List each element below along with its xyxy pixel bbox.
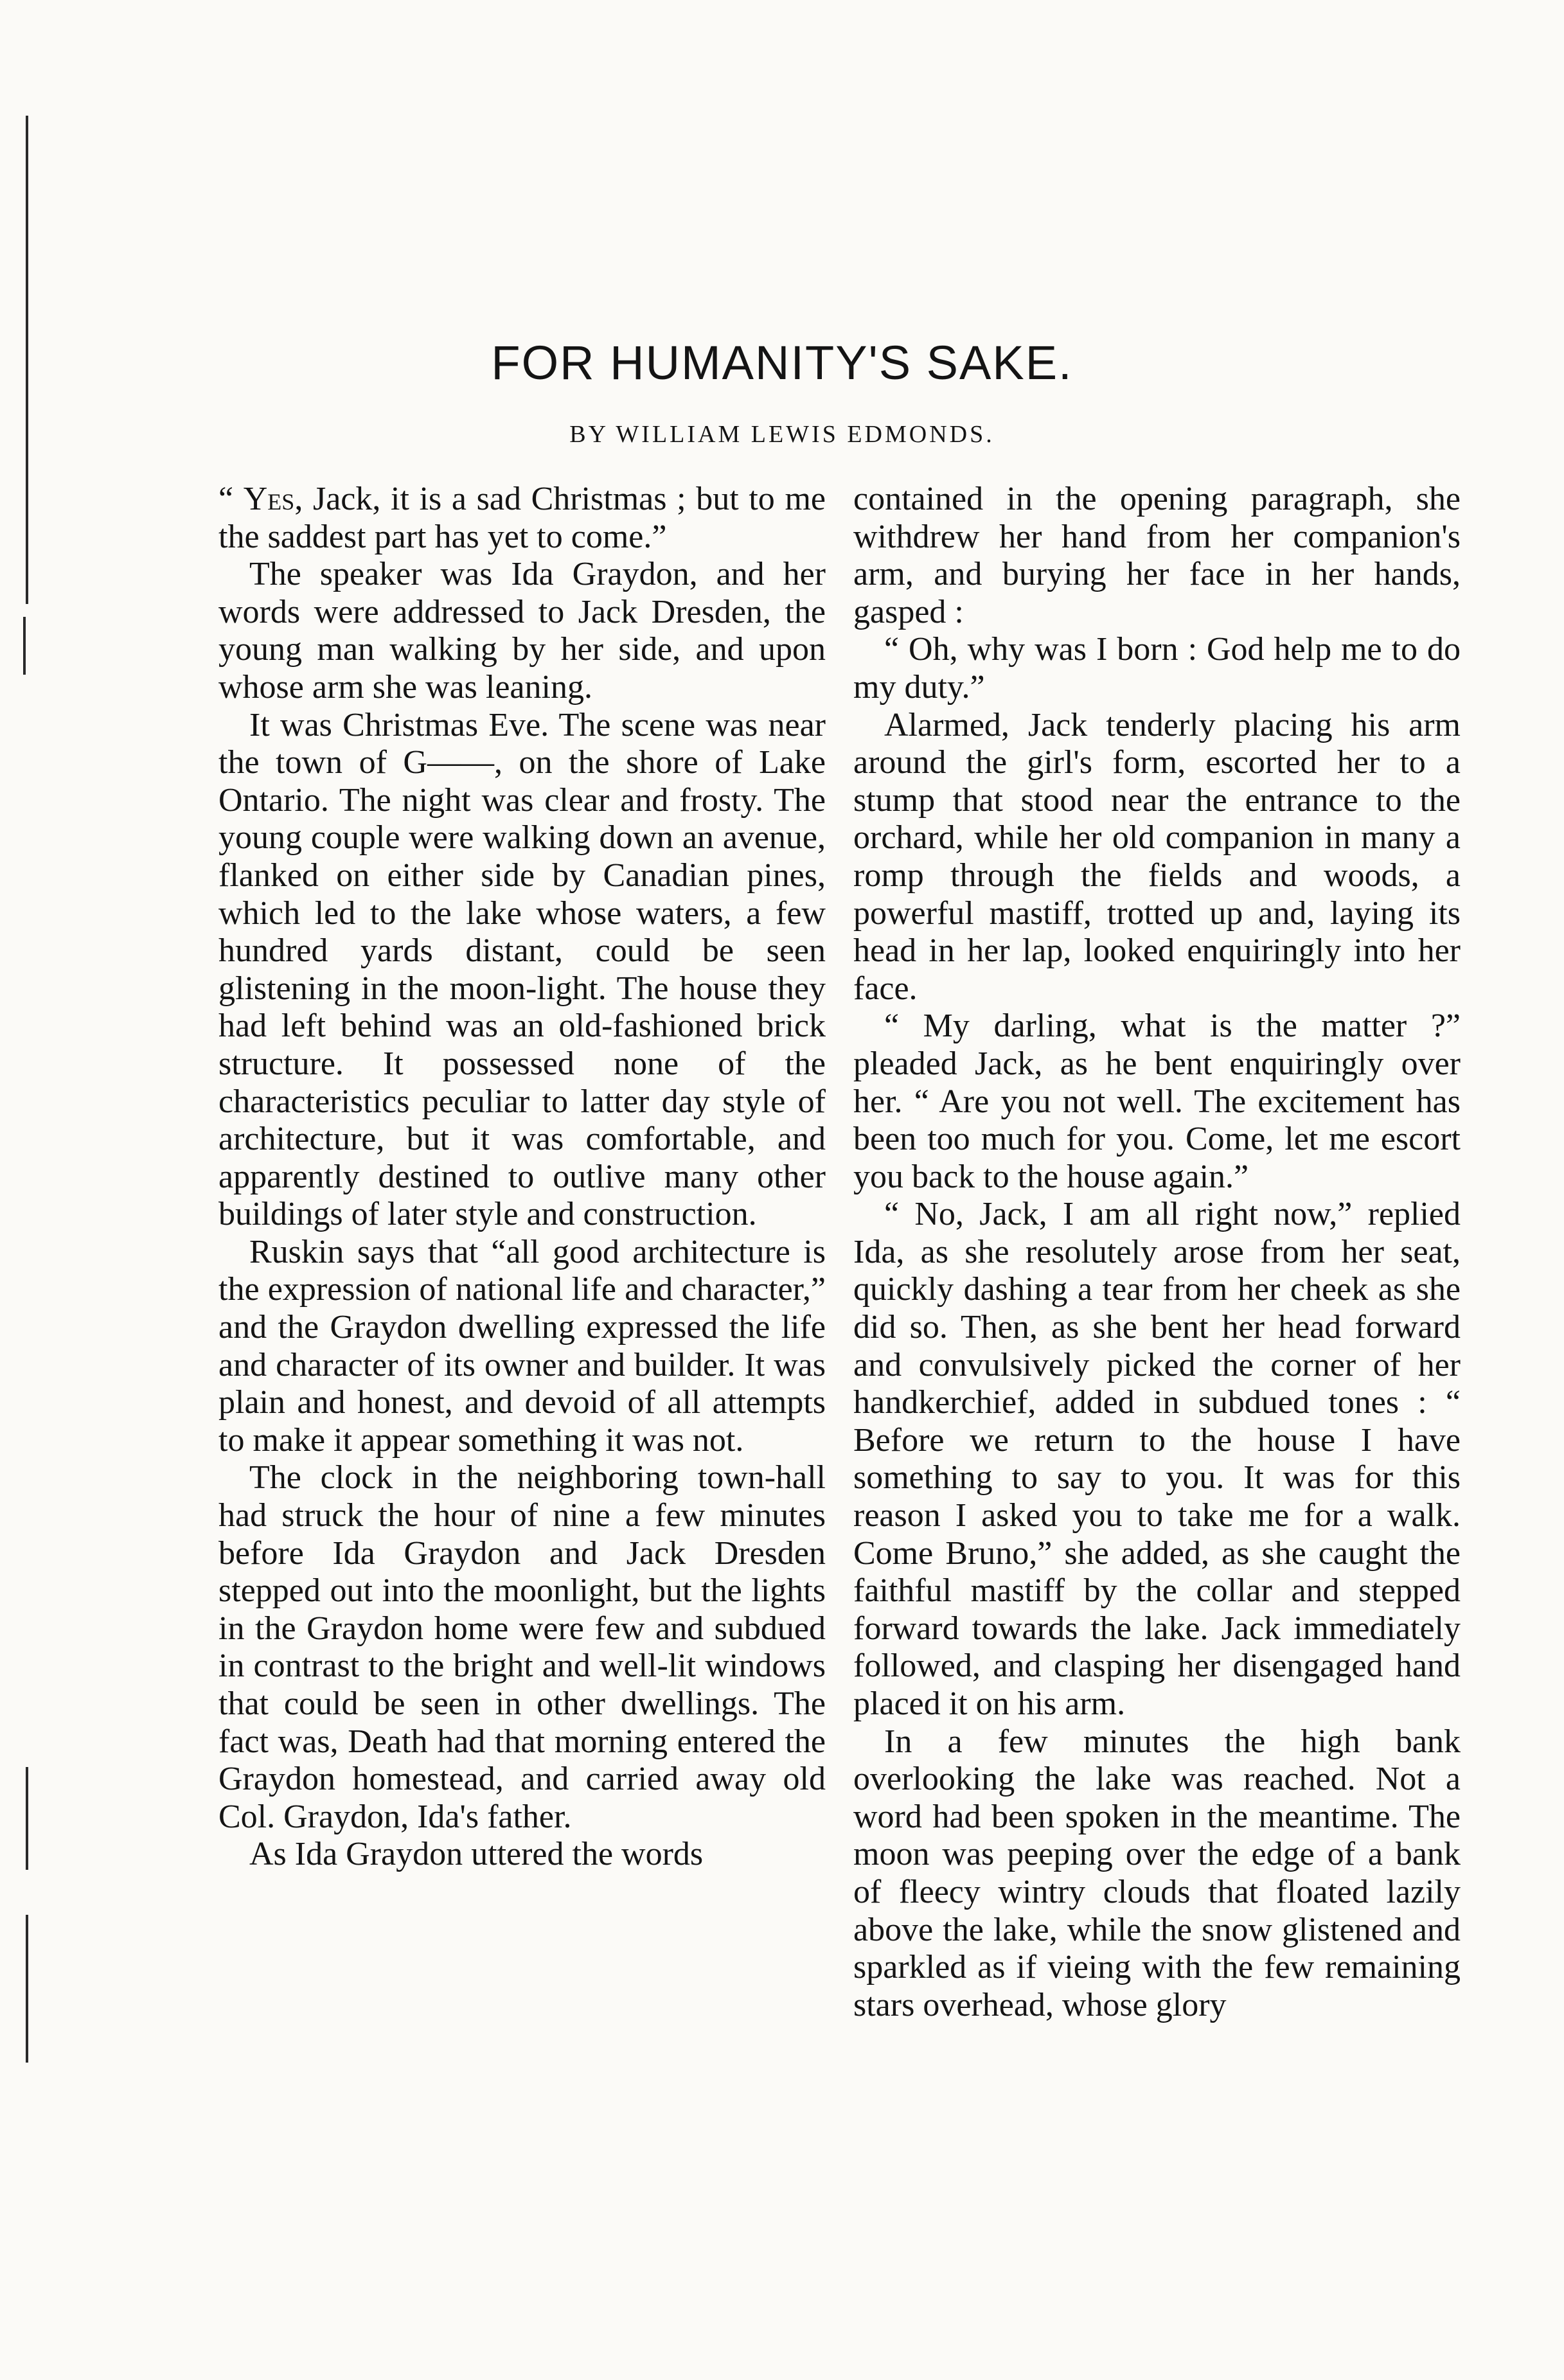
left-text-column (218, 481, 826, 1874)
paragraph: It was Christmas Eve. The scene was near the town of G——, on the shore of Lake Ontario. The night was clear and frosty. The young couple were walking down an avenue, flanked on either side by Canadian pines, which led to the lake whose waters, a few hundred yards distant, could be seen glistening in the moon-light. The house they had left behind was an old-fashioned brick structure. It possessed none of the characteristics peculiar to latter day style of architecture, but it was comfortable, and apparently destined to outlive many other buildings of later style and construction. (218, 706, 826, 1233)
article-title: FOR HUMANITY'S SAKE. (491, 336, 1073, 389)
opening-paragraph-text: , Jack, it is a sad Christmas ; but to me the saddest part has yet to come.” (218, 481, 826, 555)
paragraph: As Ida Graydon uttered the words (249, 1836, 704, 1873)
opening-small-caps-word: Yes (243, 481, 295, 517)
paragraph: “ My darling, what is the matter ?” pleaded Jack, as he bent enquiringly over her. “ Are you not well. The excitement has been too much for you. Come, let me escort you back to the house again.” (853, 1008, 1461, 1195)
paragraph: Ruskin says that “all good architecture is the expression of national life and character,” and the Graydon dwelling expressed the life and character of its owner and builder. It was plain and honest, and devoid of all attempts to make it appear something it was not. (218, 1233, 826, 1459)
paragraph: In a few minutes the high bank overlooking the lake was reached. Not a word had been spoken in the meantime. The moon was peeping over the edge of a bank of fleecy wintry clouds that floated lazily above the lake, while the snow glistened and sparkled as if vieing with the few remaining stars overhead, whose glory (853, 1723, 1461, 2023)
article-byline: BY WILLIAM LEWIS EDMONDS. (569, 421, 995, 448)
paragraph: “ No, Jack, I am all right now,” replied Ida, as she resolutely arose from her seat, quickly dashing a tear from her cheek as she did so. Then, as she bent her head forward and convulsively picked the corner of her handkerchief, added in subdued tones : “ Before we return to the house I have something to say to you. It was for this reason I asked you to take me for a walk. Come Bruno,” she added, as she caught the faithful mastiff by the collar and stepped forward towards the lake. Jack immediately followed, and clasping her disengaged hand placed it on his arm. (853, 1196, 1461, 1722)
opening-quote: “ (218, 481, 244, 517)
paragraph: Alarmed, Jack tenderly placing his arm around the girl's form, escorted her to a stump that stood near the entrance to the orchard, while her old companion in many a romp through the fields and woods, a powerful mastiff, trotted up and, laying its head in her lap, looked enquiringly into her face. (853, 706, 1461, 1007)
binding-shadow-line (26, 1915, 28, 2063)
paragraph: The clock in the neighboring town-hall had struck the hour of nine a few minutes before Ida Graydon and Jack Dresden stepped out into the moonlight, but the lights in the Graydon home were few and subdued in contrast to the bright and well-lit windows that could be seen in other dwellings. The fact was, Death had that morning entered the Graydon homestead, and carried away old Col. Graydon, Ida's father. (218, 1459, 826, 1835)
opening-paragraph (218, 481, 826, 556)
right-text-column (853, 481, 1461, 2024)
continued-paragraph: contained in the opening paragraph, she withdrew her hand from her companion's arm, and burying her face in her hands, gasped : (853, 481, 1461, 630)
paragraph: “ Oh, why was I born : God help me to do my duty.” (853, 631, 1461, 706)
binding-shadow-line (26, 1767, 28, 1870)
binding-shadow-line (23, 617, 26, 675)
paragraph: The speaker was Ida Graydon, and her words were addressed to Jack Dresden, the young man walking by her side, and upon whose arm she was leaning. (218, 556, 826, 706)
